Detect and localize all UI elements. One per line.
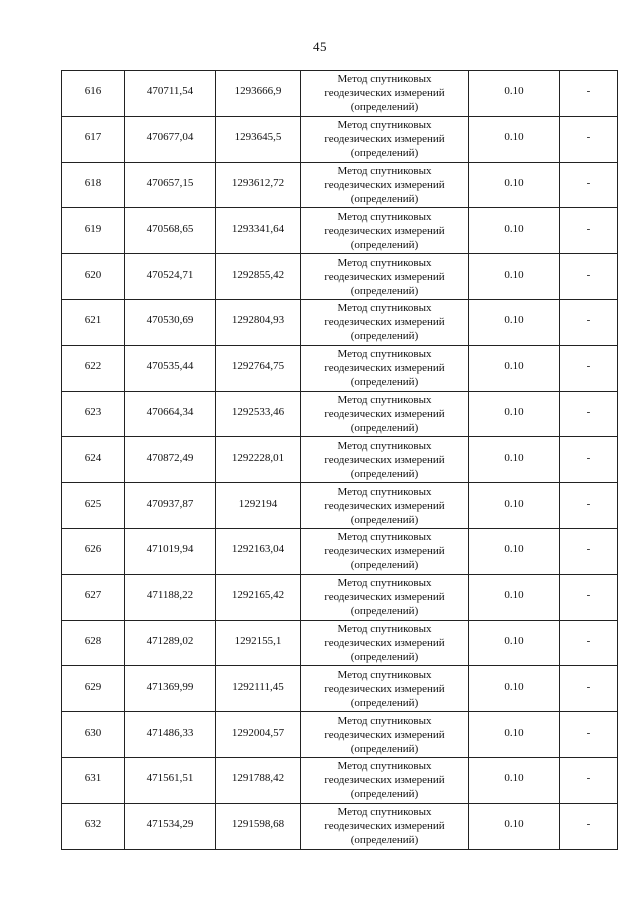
y-coordinate-cell [216,528,301,574]
point-number-cell-text: 619 [84,222,102,235]
accuracy-cell-text: 0.10 [504,176,524,189]
note-cell [560,528,618,574]
table-row [62,254,618,300]
note-cell [560,71,618,117]
table-row [62,299,618,345]
point-number-cell [62,299,125,345]
note-cell [560,666,618,712]
note-cell [560,437,618,483]
table-row [62,162,618,208]
y-coordinate-cell-text: 1292004,57 [231,726,285,739]
table-row [62,71,618,117]
x-coordinate-cell-text: 470568,65 [146,222,194,235]
y-coordinate-cell-text: 1293341,64 [231,222,285,235]
table-row [62,391,618,437]
point-number-cell [62,712,125,758]
point-number-cell [62,666,125,712]
note-cell [560,345,618,391]
y-coordinate-cell [216,162,301,208]
y-coordinate-cell-text: 1292194 [238,497,278,510]
accuracy-cell [469,71,560,117]
method-cell-text: Метод спутниковых геодезических измерений (определений) [324,210,445,251]
accuracy-cell [469,254,560,300]
x-coordinate-cell-text: 470677,04 [146,131,194,144]
page-number: 45 [313,39,327,54]
y-coordinate-cell-text: 1292111,45 [232,680,284,693]
y-coordinate-cell [216,208,301,254]
accuracy-cell [469,528,560,574]
y-coordinate-cell [216,116,301,162]
table-row [62,666,618,712]
accuracy-cell-text: 0.10 [504,268,524,281]
method-cell-text: Метод спутниковых геодезических измерений (определений) [324,714,445,755]
point-number-cell [62,574,125,620]
x-coordinate-cell [125,254,216,300]
note-cell-text: - [586,589,591,602]
table-row [62,574,618,620]
note-cell-text: - [586,131,591,144]
accuracy-cell-text: 0.10 [504,680,524,693]
method-cell [301,803,469,849]
point-number-cell-text: 631 [84,772,102,785]
note-cell-text: - [586,451,591,464]
point-number-cell-text: 616 [84,85,102,98]
table-row [62,116,618,162]
method-cell-text: Метод спутниковых геодезических измерений (определений) [324,439,445,480]
method-cell [301,345,469,391]
point-number-cell-text: 628 [84,634,102,647]
x-coordinate-cell-text: 471369,99 [146,680,194,693]
table-row [62,208,618,254]
y-coordinate-cell [216,254,301,300]
y-coordinate-cell [216,437,301,483]
accuracy-cell [469,116,560,162]
y-coordinate-cell [216,803,301,849]
accuracy-cell-text: 0.10 [504,543,524,556]
method-cell [301,254,469,300]
y-coordinate-cell-text: 1291788,42 [231,772,285,785]
note-cell-text: - [586,543,591,556]
note-cell-text: - [586,405,591,418]
table-row [62,437,618,483]
y-coordinate-cell [216,712,301,758]
y-coordinate-cell [216,391,301,437]
note-cell-text: - [586,772,591,785]
x-coordinate-cell [125,299,216,345]
table-row [62,528,618,574]
y-coordinate-cell-text: 1292855,42 [231,268,285,281]
y-coordinate-cell [216,71,301,117]
accuracy-cell-text: 0.10 [504,222,524,235]
accuracy-cell [469,208,560,254]
y-coordinate-cell [216,620,301,666]
y-coordinate-cell [216,574,301,620]
method-cell [301,208,469,254]
x-coordinate-cell [125,483,216,529]
point-number-cell [62,162,125,208]
x-coordinate-cell [125,528,216,574]
note-cell [560,254,618,300]
x-coordinate-cell-text: 471534,29 [146,818,194,831]
y-coordinate-cell-text: 1292533,46 [231,405,285,418]
note-cell-text: - [586,222,591,235]
method-cell-text: Метод спутниковых геодезических измерений (определений) [324,668,445,709]
note-cell-text: - [586,314,591,327]
point-number-cell-text: 629 [84,680,102,693]
method-cell [301,437,469,483]
y-coordinate-cell [216,299,301,345]
coordinates-table [61,70,618,850]
accuracy-cell-text: 0.10 [504,360,524,373]
x-coordinate-cell [125,208,216,254]
point-number-cell [62,803,125,849]
method-cell-text: Метод спутниковых геодезических измерений (определений) [324,119,445,160]
point-number-cell-text: 632 [84,818,102,831]
accuracy-cell [469,757,560,803]
point-number-cell-text: 618 [84,176,102,189]
note-cell-text: - [586,680,591,693]
accuracy-cell [469,483,560,529]
x-coordinate-cell-text: 470530,69 [146,314,194,327]
note-cell [560,208,618,254]
point-number-cell [62,391,125,437]
method-cell-text: Метод спутниковых геодезических измерений (определений) [324,622,445,663]
point-number-cell-text: 617 [84,131,102,144]
x-coordinate-cell-text: 470872,49 [146,451,194,464]
x-coordinate-cell [125,666,216,712]
accuracy-cell [469,712,560,758]
note-cell [560,299,618,345]
y-coordinate-cell-text: 1293612,72 [231,176,285,189]
x-coordinate-cell-text: 470664,34 [146,405,194,418]
x-coordinate-cell-text: 470711,54 [146,85,194,98]
y-coordinate-cell-text: 1292804,93 [231,314,285,327]
note-cell-text: - [586,360,591,373]
y-coordinate-cell-text: 1292764,75 [231,360,285,373]
note-cell-text: - [586,726,591,739]
y-coordinate-cell-text: 1291598,68 [231,818,285,831]
note-cell-text: - [586,85,591,98]
method-cell [301,71,469,117]
accuracy-cell [469,437,560,483]
point-number-cell-text: 621 [84,314,102,327]
point-number-cell-text: 630 [84,726,102,739]
method-cell [301,299,469,345]
method-cell-text: Метод спутниковых геодезических измерений (определений) [324,73,445,114]
note-cell-text: - [586,268,591,281]
table-row [62,712,618,758]
method-cell [301,620,469,666]
x-coordinate-cell-text: 470657,15 [146,176,194,189]
x-coordinate-cell [125,116,216,162]
accuracy-cell [469,345,560,391]
method-cell [301,666,469,712]
note-cell-text: - [586,497,591,510]
accuracy-cell [469,574,560,620]
note-cell [560,116,618,162]
method-cell-text: Метод спутниковых геодезических измерений (определений) [324,256,445,297]
point-number-cell [62,483,125,529]
point-number-cell-text: 625 [84,497,102,510]
y-coordinate-cell-text: 1293645,5 [234,131,282,144]
note-cell-text: - [586,176,591,189]
table-row [62,483,618,529]
method-cell-text: Метод спутниковых геодезических измерений (определений) [324,302,445,343]
y-coordinate-cell [216,483,301,529]
x-coordinate-cell-text: 471289,02 [146,634,194,647]
x-coordinate-cell [125,345,216,391]
method-cell [301,391,469,437]
point-number-cell-text: 620 [84,268,102,281]
method-cell-text: Метод спутниковых геодезических измерений (определений) [324,531,445,572]
note-cell [560,620,618,666]
method-cell-text: Метод спутниковых геодезических измерений (определений) [324,806,445,847]
x-coordinate-cell-text: 471486,33 [146,726,194,739]
accuracy-cell [469,803,560,849]
coordinates-table-body [62,71,618,850]
x-coordinate-cell-text: 471188,22 [146,589,194,602]
note-cell [560,757,618,803]
note-cell [560,803,618,849]
y-coordinate-cell [216,757,301,803]
note-cell [560,162,618,208]
x-coordinate-cell-text: 471561,51 [146,772,194,785]
accuracy-cell-text: 0.10 [504,634,524,647]
method-cell [301,483,469,529]
x-coordinate-cell-text: 471019,94 [146,543,194,556]
point-number-cell-text: 624 [84,451,102,464]
accuracy-cell-text: 0.10 [504,85,524,98]
point-number-cell-text: 626 [84,543,102,556]
x-coordinate-cell [125,437,216,483]
method-cell [301,574,469,620]
point-number-cell [62,620,125,666]
point-number-cell [62,116,125,162]
y-coordinate-cell [216,666,301,712]
method-cell-text: Метод спутниковых геодезических измерений (определений) [324,393,445,434]
x-coordinate-cell-text: 470524,71 [146,268,194,281]
table-row [62,620,618,666]
table-row [62,757,618,803]
accuracy-cell-text: 0.10 [504,818,524,831]
y-coordinate-cell-text: 1292155,1 [234,634,282,647]
accuracy-cell-text: 0.10 [504,314,524,327]
note-cell-text: - [586,634,591,647]
x-coordinate-cell [125,712,216,758]
method-cell-text: Метод спутниковых геодезических измерений (определений) [324,348,445,389]
y-coordinate-cell-text: 1292163,04 [231,543,285,556]
point-number-cell [62,71,125,117]
method-cell-text: Метод спутниковых геодезических измерений (определений) [324,164,445,205]
x-coordinate-cell [125,162,216,208]
note-cell-text: - [586,818,591,831]
method-cell-text: Метод спутниковых геодезических измерений (определений) [324,485,445,526]
note-cell [560,391,618,437]
accuracy-cell [469,666,560,712]
accuracy-cell-text: 0.10 [504,589,524,602]
note-cell [560,712,618,758]
method-cell [301,712,469,758]
point-number-cell-text: 623 [84,405,102,418]
x-coordinate-cell [125,803,216,849]
point-number-cell-text: 627 [84,589,102,602]
accuracy-cell-text: 0.10 [504,451,524,464]
accuracy-cell-text: 0.10 [504,131,524,144]
point-number-cell [62,528,125,574]
method-cell [301,528,469,574]
note-cell [560,483,618,529]
y-coordinate-cell-text: 1292228,01 [231,451,285,464]
x-coordinate-cell [125,757,216,803]
accuracy-cell [469,391,560,437]
accuracy-cell-text: 0.10 [504,405,524,418]
method-cell-text: Метод спутниковых геодезических измерений (определений) [324,760,445,801]
accuracy-cell-text: 0.10 [504,772,524,785]
x-coordinate-cell [125,71,216,117]
point-number-cell-text: 622 [84,360,102,373]
point-number-cell [62,208,125,254]
note-cell [560,574,618,620]
x-coordinate-cell [125,391,216,437]
method-cell [301,162,469,208]
point-number-cell [62,254,125,300]
accuracy-cell [469,299,560,345]
y-coordinate-cell-text: 1292165,42 [231,589,285,602]
accuracy-cell [469,162,560,208]
y-coordinate-cell-text: 1293666,9 [234,85,282,98]
accuracy-cell [469,620,560,666]
method-cell [301,757,469,803]
accuracy-cell-text: 0.10 [504,497,524,510]
x-coordinate-cell-text: 470535,44 [146,360,194,373]
x-coordinate-cell-text: 470937,87 [146,497,194,510]
accuracy-cell-text: 0.10 [504,726,524,739]
point-number-cell [62,345,125,391]
method-cell [301,116,469,162]
y-coordinate-cell [216,345,301,391]
table-row [62,803,618,849]
x-coordinate-cell [125,574,216,620]
table-row [62,345,618,391]
method-cell-text: Метод спутниковых геодезических измерений (определений) [324,577,445,618]
point-number-cell [62,437,125,483]
point-number-cell [62,757,125,803]
x-coordinate-cell [125,620,216,666]
